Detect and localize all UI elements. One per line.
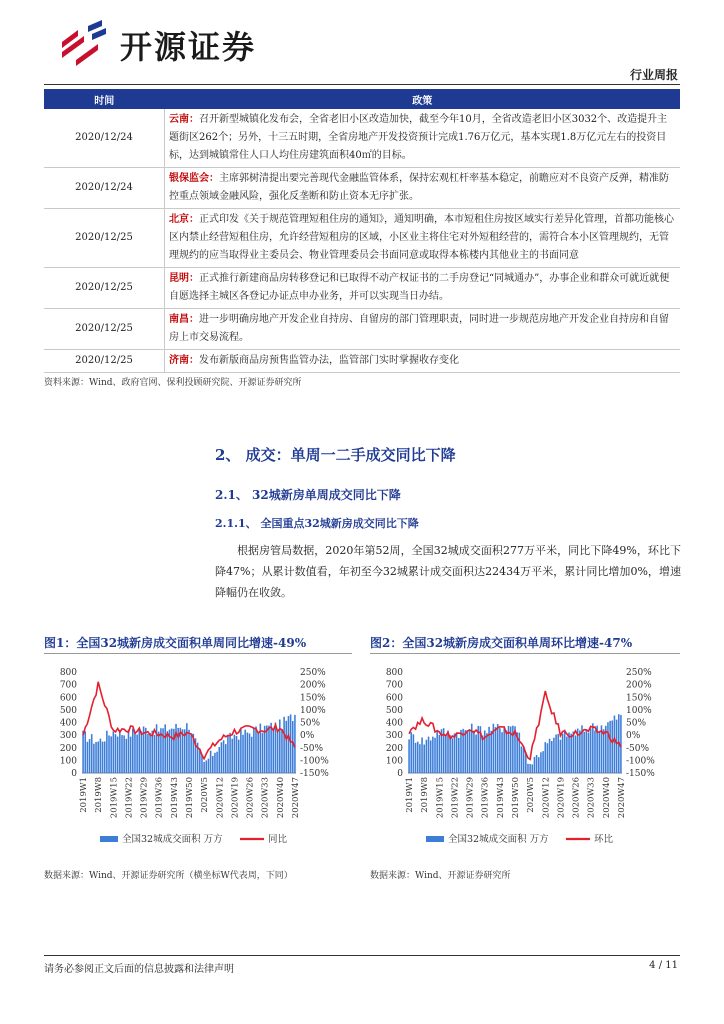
bar — [242, 735, 244, 773]
bar — [551, 741, 553, 773]
subsubsection-heading: 2.1.1、 全国重点32城新房成交同比下降 — [215, 517, 419, 530]
bar — [201, 755, 203, 773]
table-row — [44, 268, 680, 309]
bar — [97, 741, 99, 773]
bar — [270, 723, 272, 773]
y-right-tick-label: 0% — [626, 731, 641, 742]
bar — [555, 735, 557, 773]
bar — [519, 733, 521, 773]
bar — [281, 729, 283, 773]
y-right-tick-label: -100% — [626, 756, 655, 767]
x-tick-label: 2020W40 — [601, 777, 612, 819]
row-city: 南昌： — [169, 314, 199, 325]
x-tick-label: 2019W50 — [511, 777, 521, 819]
chart-1 — [44, 660, 354, 860]
x-tick-label: 2019W1 — [79, 777, 90, 813]
bar — [119, 730, 121, 773]
x-tick-label: 2019W29 — [465, 777, 476, 819]
bar — [113, 731, 115, 773]
bar — [249, 734, 251, 773]
bar — [221, 742, 223, 773]
bar — [126, 739, 128, 773]
bar — [529, 764, 531, 773]
figure-1-title: 图1：全国32城新房成交面积单周同比增速-49% — [44, 636, 307, 650]
bar — [100, 739, 102, 773]
x-tick-label: 2020W19 — [556, 777, 567, 819]
bar — [115, 734, 117, 773]
bar — [588, 733, 590, 773]
y-right-tick-label: 250% — [300, 668, 326, 678]
y-left-tick-label: 800 — [59, 668, 77, 678]
bar — [460, 730, 462, 773]
y-left-tick-label: 0 — [71, 769, 77, 779]
row-policy — [165, 309, 681, 350]
bar — [557, 734, 559, 773]
bar — [415, 743, 417, 773]
bar — [277, 730, 279, 773]
bar — [506, 730, 508, 773]
bar — [501, 732, 503, 773]
figure-2-title: 图2：全国32城新房成交面积单周环比增速-47% — [370, 636, 633, 650]
bar — [227, 735, 229, 773]
y-right-tick-label: -150% — [626, 769, 655, 779]
bar — [497, 724, 499, 773]
y-left-tick-label: 800 — [385, 668, 403, 678]
y-right-tick-label: -100% — [300, 756, 329, 767]
bar — [616, 720, 618, 773]
row-text: 正式印发《关于规范管理短租住房的通知》，通知明确，本市短租住房按区域实行差异化管理，首都功能核心区内禁止经营短租住房，允许经营短租房的区域，小区业主将住宅对外短租经营的，需符合本小区管理规约，无管理规约的应当取得业主委员会、物业管理委员会书面同意或取得本栋楼内其他业主的书面同意 — [169, 214, 674, 261]
table-row — [44, 350, 680, 373]
bar — [132, 729, 134, 773]
row-policy — [165, 209, 681, 268]
bar — [534, 757, 536, 773]
company-logo — [58, 20, 288, 66]
y-right-tick-label: 100% — [300, 705, 326, 716]
bar — [154, 735, 156, 773]
bar — [454, 733, 456, 773]
y-right-tick-label: -50% — [300, 743, 324, 754]
legend-label-bars: 全国32城成交面积 万方 — [448, 834, 549, 845]
x-tick-label: 2019W43 — [169, 777, 180, 819]
x-tick-label: 2019W22 — [124, 777, 135, 819]
bar — [544, 742, 546, 773]
bar — [452, 738, 454, 773]
bar — [445, 735, 447, 773]
bar — [273, 730, 275, 773]
row-text: 主席郭树清提出要完善现代金融监管体系，保持宏观杠杆率基本稳定，前瞻应对不良资产反弹，精准防控重点领域金融风险，强化反垄断和防止资本无序扩张。 — [169, 173, 669, 202]
bar — [123, 735, 125, 773]
table-header-row — [44, 89, 680, 109]
bar — [521, 746, 523, 773]
y-right-tick-label: 150% — [300, 693, 326, 704]
row-text: 召开新型城镇化发布会，全省老旧小区改造加快，截至今年10月，全省改造老旧小区3032个、改造提升主题街区262个；另外，十三五时期，全省房地产开发投资预计完成1.76万亿元，基本实现1.8万亿元左右的投资目标，达到城镇常住人口人均住房建筑面积40㎡的目标。 — [169, 114, 668, 161]
bar — [290, 714, 292, 773]
row-policy — [165, 109, 681, 168]
x-tick-label: 2020W33 — [586, 777, 597, 819]
bar — [247, 733, 249, 773]
y-right-tick-label: 50% — [300, 718, 321, 729]
bar — [279, 719, 281, 773]
bar — [257, 733, 259, 773]
x-tick-label: 2020W26 — [571, 777, 582, 819]
row-date: 2020/12/24 — [44, 109, 165, 168]
y-right-tick-label: -50% — [626, 743, 650, 754]
bar — [536, 755, 538, 773]
bar — [275, 723, 277, 773]
bar — [203, 762, 205, 773]
bar — [408, 739, 410, 773]
bar — [206, 760, 208, 773]
bar — [130, 737, 132, 773]
x-tick-label: 2020W26 — [245, 777, 256, 819]
row-city: 银保监会： — [169, 173, 219, 184]
y-left-tick-label: 700 — [385, 680, 403, 691]
bar — [421, 737, 423, 773]
y-right-tick-label: 0% — [300, 731, 315, 742]
y-left-tick-label: 400 — [385, 718, 403, 729]
bar — [167, 731, 169, 773]
policy-table — [44, 89, 680, 373]
bar — [253, 728, 255, 773]
bar — [283, 717, 285, 773]
bar — [547, 743, 549, 773]
bar — [564, 730, 566, 773]
bar — [236, 736, 238, 773]
bar — [434, 738, 436, 773]
body-paragraph: 根据房管局数据，2020年第52周，全国32城成交面积277万平米，同比下降49%，环比下降47%；从累计数值看，年初至今32城累计成交面积达22434万平米，累计同比增加0%，增速降幅仍在收敛。 — [215, 544, 681, 599]
bar — [147, 734, 149, 773]
row-city: 昆明： — [169, 273, 199, 284]
bar — [436, 732, 438, 773]
bar — [214, 753, 216, 773]
row-text: 进一步明确房地产开发企业自持房、自留房的部门管理职责，同时进一步规范房地产开发企业自持房和自留房上市交易流程。 — [169, 314, 669, 343]
bar — [590, 728, 592, 773]
chart-2 — [370, 660, 680, 860]
bar — [128, 730, 130, 773]
bar — [586, 729, 588, 773]
bar — [164, 724, 166, 773]
x-tick-label: 2020W19 — [230, 777, 241, 819]
bar — [594, 731, 596, 773]
bar — [428, 737, 430, 773]
bar — [495, 727, 497, 773]
bar — [410, 732, 412, 773]
footer-divider — [44, 955, 680, 956]
bar — [87, 742, 89, 773]
logo-mark-icon — [58, 20, 114, 66]
bar — [560, 740, 562, 773]
legend-label-bars: 全国32城成交面积 万方 — [122, 834, 223, 845]
section-label: 行业周报 — [629, 68, 678, 82]
y-left-tick-label: 200 — [385, 743, 403, 754]
y-left-tick-label: 300 — [59, 731, 77, 742]
bar — [151, 731, 153, 773]
table-row — [44, 168, 680, 209]
bar — [110, 736, 112, 773]
bar — [611, 720, 613, 773]
bar — [208, 759, 210, 773]
bar — [575, 735, 577, 773]
bar — [599, 732, 601, 773]
bar — [432, 737, 434, 773]
x-tick-label: 2020W5 — [200, 777, 211, 813]
table-row — [44, 109, 680, 168]
bar — [82, 731, 84, 773]
bar — [482, 735, 484, 773]
y-left-tick-label: 600 — [385, 693, 403, 704]
x-tick-label: 2019W15 — [435, 777, 446, 819]
bar — [268, 726, 270, 773]
row-policy — [165, 168, 681, 209]
bar — [186, 723, 188, 773]
x-tick-label: 2019W8 — [94, 777, 105, 813]
y-right-tick-label: 150% — [626, 693, 652, 704]
bar — [549, 739, 551, 773]
y-left-tick-label: 100 — [385, 756, 403, 767]
y-right-tick-label: 200% — [626, 680, 652, 691]
column-header-time: 时间 — [44, 89, 165, 109]
bar — [430, 740, 432, 773]
figure-2-source: 数据来源：Wind、开源证券研究所 — [370, 871, 511, 881]
row-date: 2020/12/25 — [44, 309, 165, 350]
bar — [292, 721, 294, 773]
bar — [218, 747, 220, 773]
bar — [562, 734, 564, 773]
bar — [475, 735, 477, 773]
x-tick-label: 2019W1 — [405, 777, 416, 813]
bar — [223, 740, 225, 773]
row-policy — [165, 350, 681, 373]
x-tick-label: 2019W29 — [139, 777, 150, 819]
y-left-tick-label: 300 — [385, 731, 403, 742]
y-right-tick-label: 50% — [626, 718, 647, 729]
x-tick-label: 2019W36 — [154, 777, 165, 819]
x-tick-label: 2019W43 — [495, 777, 506, 819]
y-left-tick-label: 500 — [385, 705, 403, 716]
section-heading: 2、 成交：单周一二手成交同比下降 — [215, 446, 456, 464]
bar — [499, 728, 501, 773]
bar — [566, 737, 568, 773]
bar — [95, 742, 97, 773]
row-city: 云南： — [169, 114, 199, 125]
bar — [419, 744, 421, 773]
bar — [570, 734, 572, 773]
bar — [171, 729, 173, 773]
bar — [104, 741, 106, 773]
row-city: 济南： — [169, 355, 199, 366]
x-tick-label: 2020W47 — [290, 777, 301, 819]
x-tick-label: 2019W36 — [480, 777, 491, 819]
legend-swatch-bars — [100, 836, 118, 842]
legend-label-line: 同比 — [268, 834, 288, 845]
bar — [234, 735, 236, 773]
bar — [285, 721, 287, 773]
bar — [553, 738, 555, 773]
x-tick-label: 2020W47 — [616, 777, 627, 819]
y-left-tick-label: 600 — [59, 693, 77, 704]
y-left-tick-label: 400 — [59, 718, 77, 729]
bar — [108, 735, 110, 773]
row-city: 北京： — [169, 214, 199, 225]
row-date: 2020/12/25 — [44, 209, 165, 268]
bar — [609, 721, 611, 773]
y-left-tick-label: 0 — [397, 769, 403, 779]
legend-label-line: 环比 — [594, 834, 614, 845]
row-date: 2020/12/25 — [44, 350, 165, 373]
figure-1-source: 数据来源：Wind、开源证券研究所（横坐标W代表周，下同） — [44, 871, 293, 881]
bar — [592, 723, 594, 773]
bar — [139, 730, 141, 773]
figure-2-rule — [370, 653, 680, 654]
y-left-tick-label: 700 — [59, 680, 77, 691]
row-date: 2020/12/25 — [44, 268, 165, 309]
bar — [93, 744, 95, 773]
bar — [614, 716, 616, 773]
bar — [456, 734, 458, 773]
logo-text: 开源证券 — [120, 28, 257, 66]
y-left-tick-label: 200 — [59, 743, 77, 754]
bar — [538, 757, 540, 773]
bar — [579, 730, 581, 773]
y-left-tick-label: 100 — [59, 756, 77, 767]
bar — [216, 752, 218, 773]
legend-swatch-bars — [426, 836, 444, 842]
row-date: 2020/12/24 — [44, 168, 165, 209]
bar — [542, 751, 544, 773]
y-right-tick-label: 200% — [300, 680, 326, 691]
bar — [465, 730, 467, 773]
bar — [583, 732, 585, 773]
bar — [117, 737, 119, 773]
bar — [573, 731, 575, 773]
figure-1-rule — [44, 653, 352, 654]
bar — [540, 752, 542, 773]
bar — [240, 729, 242, 773]
footer-disclaimer: 请务必参阅正文后面的信息披露和法律声明 — [44, 964, 234, 975]
bar — [89, 739, 91, 773]
bar — [231, 739, 233, 773]
bar — [149, 733, 151, 773]
bar — [417, 742, 419, 773]
bar — [251, 737, 253, 773]
table-row — [44, 309, 680, 350]
y-right-tick-label: 250% — [626, 668, 652, 678]
bar — [439, 735, 441, 773]
page-number: 4 / 11 — [649, 960, 678, 971]
bar — [190, 734, 192, 773]
bar — [426, 740, 428, 773]
bar — [238, 740, 240, 773]
bar — [413, 734, 415, 773]
bar — [423, 745, 425, 773]
bar — [145, 728, 147, 773]
row-text: 正式推行新建商品房转移登记和已取得不动产权证书的二手房登记“同城通办”，办事企业和群众可就近就便自愿选择主城区各登记办证点申办业务，并可以实现当日办结。 — [169, 273, 670, 302]
bar — [84, 731, 86, 773]
bar — [102, 742, 104, 773]
header-divider — [44, 84, 680, 85]
subsection-heading: 2.1、 32城新房单周成交同比下降 — [215, 488, 401, 502]
bar — [212, 756, 214, 773]
bar — [225, 744, 227, 773]
bar — [229, 733, 231, 773]
bar — [255, 727, 257, 773]
bar — [607, 722, 609, 773]
bar — [527, 764, 529, 773]
bar — [136, 735, 138, 773]
row-text: 发布新版商品房预售监管办法，监管部门实时掌握收存变化 — [199, 355, 459, 366]
bar — [458, 738, 460, 773]
bar — [121, 735, 123, 773]
table-source: 资料来源：Wind、政府官网、保利投顾研究院、开源证券研究所 — [44, 378, 302, 388]
bar — [447, 731, 449, 773]
bar — [158, 732, 160, 773]
bar — [532, 764, 534, 773]
y-left-tick-label: 500 — [59, 705, 77, 716]
bar — [503, 728, 505, 773]
bar — [188, 730, 190, 773]
x-tick-label: 2020W12 — [215, 777, 226, 819]
x-tick-label: 2019W22 — [450, 777, 461, 819]
x-tick-label: 2020W33 — [260, 777, 271, 819]
bar — [469, 730, 471, 773]
bar — [288, 716, 290, 773]
bar — [141, 731, 143, 773]
bar — [449, 735, 451, 773]
bar — [91, 734, 93, 773]
x-tick-label: 2019W8 — [420, 777, 431, 813]
x-tick-label: 2020W5 — [526, 777, 537, 813]
y-right-tick-label: 100% — [626, 705, 652, 716]
x-tick-label: 2019W50 — [185, 777, 195, 819]
bar — [244, 730, 246, 773]
bar — [568, 732, 570, 773]
bar — [262, 733, 264, 773]
bar — [486, 733, 488, 773]
bar — [473, 731, 475, 773]
bar — [106, 731, 108, 773]
bar — [467, 730, 469, 773]
column-header-policy: 政策 — [165, 89, 681, 109]
x-tick-label: 2020W12 — [541, 777, 552, 819]
bar — [603, 729, 605, 773]
row-policy — [165, 268, 681, 309]
y-right-tick-label: -150% — [300, 769, 329, 779]
bar — [134, 733, 136, 773]
bar — [490, 731, 492, 773]
table-row — [44, 209, 680, 268]
bar — [182, 729, 184, 773]
x-tick-label: 2019W15 — [109, 777, 120, 819]
bar — [210, 751, 212, 773]
x-tick-label: 2020W40 — [275, 777, 286, 819]
bar — [266, 726, 268, 773]
